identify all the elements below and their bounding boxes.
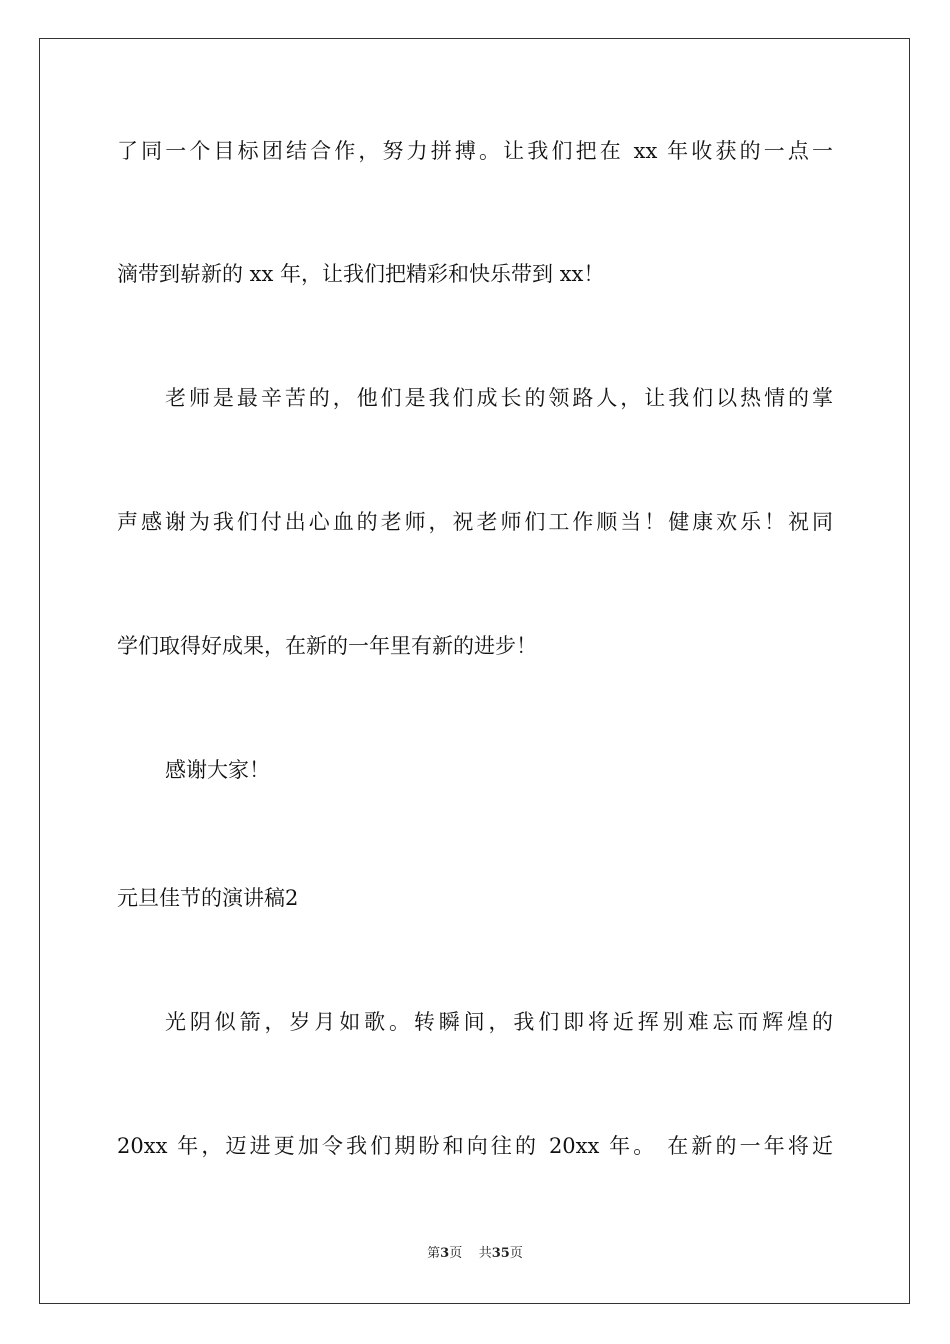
page-number: 3 (440, 1246, 450, 1261)
total-prefix: 共 (478, 1246, 492, 1261)
body-text-line: 声感谢为我们付出心血的老师，祝老师们工作顺当！健康欢乐！祝同 (117, 510, 833, 534)
body-text-line: 老师是最辛苦的，他们是我们成长的领路人，让我们以热情的掌 (165, 386, 833, 410)
body-text-line: 学们取得好成果，在新的一年里有新的进步！ (117, 634, 537, 658)
total-pages: 35 (491, 1246, 510, 1261)
body-text-line: 滴带到崭新的 xx 年，让我们把精彩和快乐带到 xx！ (117, 262, 605, 286)
section-heading: 元旦佳节的演讲稿2 (117, 886, 299, 910)
body-text-line: 感谢大家！ (165, 758, 270, 782)
page-border (39, 38, 910, 1304)
page-footer (0, 1245, 950, 1263)
body-text-line: 了同一个目标团结合作，努力拼搏。让我们把在 xx 年收获的一点一 (117, 139, 833, 163)
page-prefix: 第 (427, 1246, 441, 1261)
body-text-line: 20xx 年，迈进更加令我们期盼和向往的 20xx 年。 在新的一年将近 (117, 1134, 833, 1158)
total-suffix: 页 (509, 1246, 523, 1261)
page-suffix: 页 (449, 1246, 463, 1261)
body-text-line: 光阴似箭，岁月如歌。转瞬间，我们即将近挥别难忘而辉煌的 (165, 1010, 833, 1034)
